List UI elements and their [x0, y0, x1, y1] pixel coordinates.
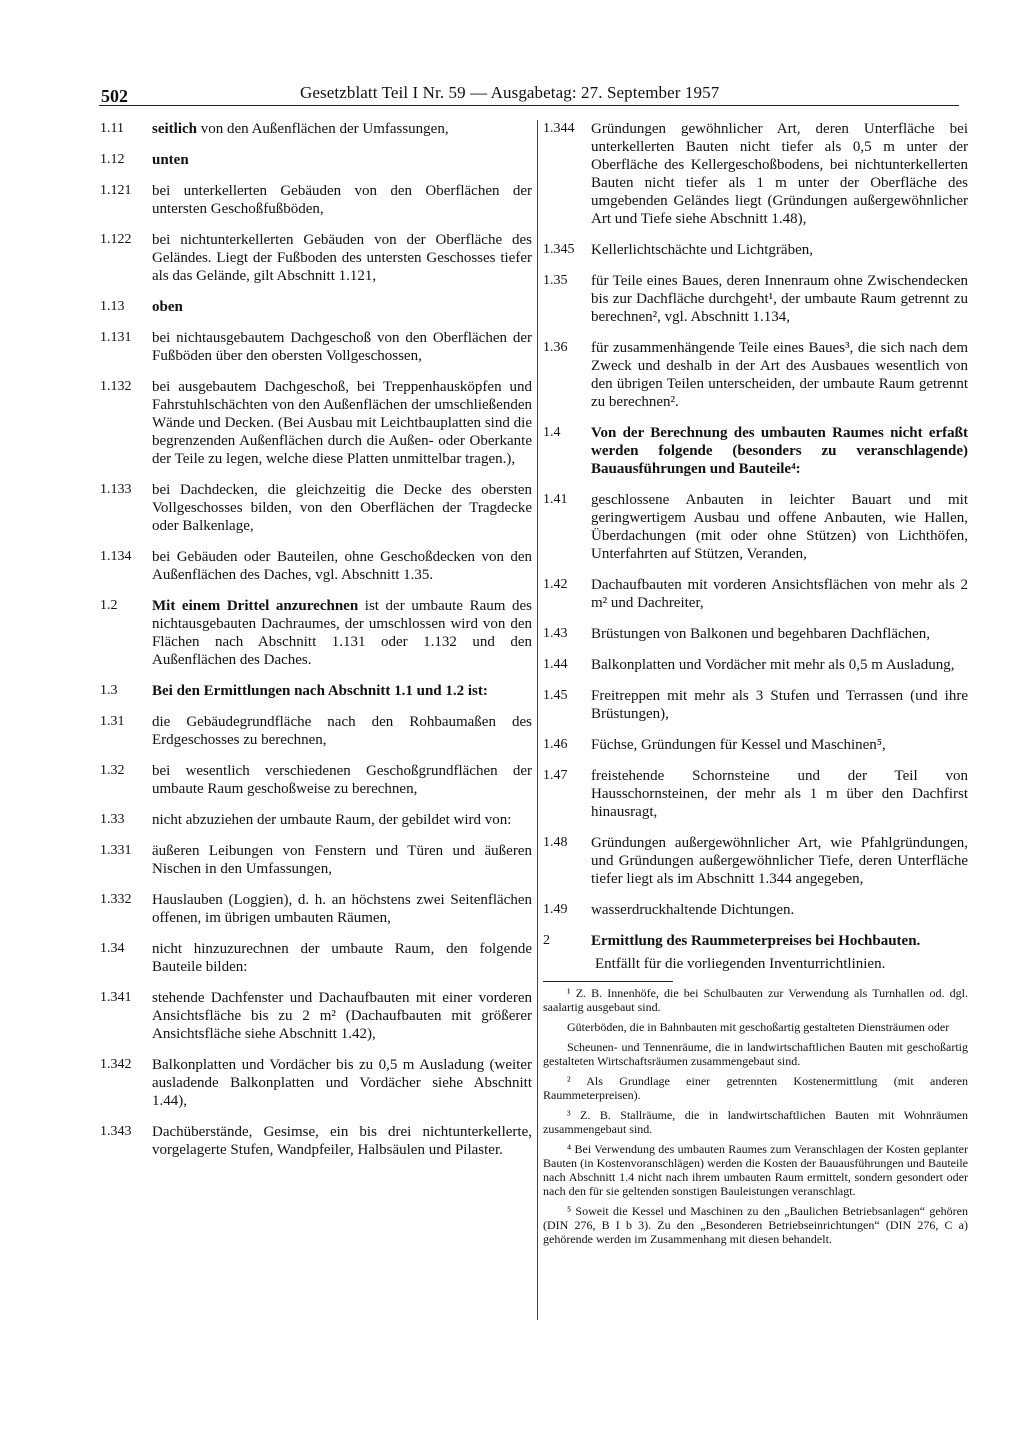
- section-text: Balkonplatten und Vordächer bis zu 0,5 m Ausladung (weiter ausladende Balkonplatten und Vordächer siehe Abschnitt 1.44),: [152, 1057, 532, 1109]
- footnote: ⁵ Soweit die Kessel und Maschinen zu den „Baulichen Betriebsanlagen“ gehören (DIN 276, B I b 3). Zu den „Besonderen Betriebseinrichtungen“ (DIN 276, C a) gehörende werden im Zusammenhang mit diesen behandelt.: [543, 1204, 968, 1246]
- section-number: 2: [543, 933, 550, 948]
- section-entry: [100, 762, 532, 798]
- section-entry: [100, 811, 532, 829]
- section-number: 1.331: [100, 843, 132, 858]
- section-text: für Teile eines Baues, deren Innenraum ohne Zwischendecken bis zur Dachfläche durchgeht¹, der umbaute Raum getrennt zu berechnen², vgl. Abschnitt 1.134,: [591, 273, 968, 325]
- section-number: 1.43: [543, 626, 568, 641]
- section-lead: seitlich: [152, 121, 197, 137]
- section-number: 1.344: [543, 121, 575, 136]
- section-number: 1.12: [100, 152, 125, 167]
- section-number: 1.35: [543, 273, 568, 288]
- section-number: 1.44: [543, 657, 568, 672]
- section-entry: [543, 901, 968, 919]
- section-entry: [100, 151, 532, 169]
- section-text: bei Gebäuden oder Bauteilen, ohne Geschoßdecken von den Außenflächen des Daches, vgl. Abschnitt 1.35.: [152, 549, 532, 583]
- section-number: 1.132: [100, 379, 132, 394]
- section-text: Dachüberstände, Gesimse, ein bis drei nichtunterkellerte, vorgelagerte Stufen, Wandpfeiler, Halbsäulen und Pilaster.: [152, 1124, 532, 1158]
- section-entry: [543, 576, 968, 612]
- section-entry: [543, 656, 968, 674]
- section-entry: [543, 625, 968, 643]
- section-text: Füchse, Gründungen für Kessel und Maschinen⁵,: [591, 737, 886, 753]
- section-number: 1.4: [543, 425, 561, 440]
- section-text: nicht hinzuzurechnen der umbaute Raum, den folgende Bauteile bilden:: [152, 941, 532, 975]
- section-entry: [543, 241, 968, 259]
- section-entry: [100, 548, 532, 584]
- footnote: ³ Z. B. Stallräume, die in landwirtschaftlichen Bauten mit Wohnräumen zusammengebaut sind.: [543, 1108, 968, 1136]
- section-body: ist der umbaute Raum des nichtausgebauten Dachraumes, der umschlossen wird von den Flächen nach Abschnitt 1.131 oder 1.132 und den Außenflächen des Daches.: [152, 598, 532, 668]
- section-number: 1.41: [543, 492, 568, 507]
- section-text: oben: [152, 299, 183, 315]
- section-entry: [100, 713, 532, 749]
- section-entry: [543, 272, 968, 326]
- section-text: nicht abzuziehen der umbaute Raum, der gebildet wird von:: [152, 812, 512, 828]
- section-text: Hauslauben (Loggien), d. h. an höchstens zwei Seitenflächen offenen, im übrigen umbauten Räumen,: [152, 892, 532, 926]
- page-number: 502: [101, 86, 128, 106]
- section-entry: [543, 767, 968, 821]
- section-text: [152, 597, 532, 669]
- section-text: Gründungen gewöhnlicher Art, deren Unterfläche bei unterkellerten Bauten nicht tiefer als 0,5 m unter der Oberfläche des Kellergeschoßbodens, bei nichtunterkellerten Bauten nicht tiefer als 1 m unter der Oberfläche des umgebenden Geländes liegt (Gründungen außergewöhnlicher Art und Tiefe siehe Abschnitt 1.48),: [591, 121, 968, 227]
- section-number: 1.34: [100, 941, 125, 956]
- section-entry: [100, 989, 532, 1043]
- section-entry: [100, 329, 532, 365]
- section-number: 1.342: [100, 1057, 132, 1072]
- section-text: geschlossene Anbauten in leichter Bauart und mit geringwertigem Ausbau und offene Anbauten, wie Hallen, Überdachungen (mit oder ohne Stützen) von Lichthöfen, Unterfahrten auf Stützen, Veranden,: [591, 492, 968, 562]
- footnote: Scheunen- und Tennenräume, die in landwirtschaftlichen Bauten mit geschoßartig gestalteten Wirtschaftsräumen zusammengebaut sind.: [543, 1040, 968, 1068]
- section-text: Von der Berechnung des umbauten Raumes nicht erfaßt werden folgende (besonders zu veranschlagende) Bauausführungen und Bauteile⁴:: [591, 425, 968, 477]
- section-text: [152, 120, 532, 138]
- section-text: äußeren Leibungen von Fenstern und Türen und äußeren Nischen in den Umfassungen,: [152, 843, 532, 877]
- section-entry: [543, 736, 968, 754]
- section-entry: [100, 891, 532, 927]
- section-number: 1.47: [543, 768, 568, 783]
- section-entry: [543, 834, 968, 888]
- section-entry: [100, 1123, 532, 1159]
- section-entry: [543, 339, 968, 411]
- section-entry: [100, 597, 532, 669]
- section-number: 1.45: [543, 688, 568, 703]
- section-text: wasserdruckhaltende Dichtungen.: [591, 902, 795, 918]
- section-number: 1.48: [543, 835, 568, 850]
- section-number: 1.345: [543, 242, 575, 257]
- footnote: ² Als Grundlage einer getrennten Kostenermittlung (mit anderen Raummeterpreisen).: [543, 1074, 968, 1102]
- section-entry: [100, 182, 532, 218]
- section-text: bei nichtunterkellerten Gebäuden von der Oberfläche des Geländes. Liegt der Fußboden des untersten Geschosses tiefer als das Gelände, gilt Abschnitt 1.121,: [152, 232, 532, 284]
- section-entry: [100, 1056, 532, 1110]
- section-entry: [100, 231, 532, 285]
- section-entry: [100, 120, 532, 138]
- section-entry: [543, 424, 968, 478]
- section-text: Balkonplatten und Vordächer mit mehr als 0,5 m Ausladung,: [591, 657, 955, 673]
- column-divider: [537, 120, 538, 1320]
- section-text: für zusammenhängende Teile eines Baues³, die sich nach dem Zweck und deshalb in der Art des Ausbaues wesentlich von den übrigen Teilen unterscheiden, der umbaute Raum getrennt zu berechnen².: [591, 340, 968, 410]
- section-text: bei nichtausgebautem Dachgeschoß von den Oberflächen der Fußböden über den obersten Vollgeschossen,: [152, 330, 532, 364]
- section-text: Ermittlung des Raummeterpreises bei Hochbauten.: [591, 933, 921, 949]
- header-rule: [99, 105, 959, 106]
- footnote: ⁴ Bei Verwendung des umbauten Raumes zum Veranschlagen der Kosten geplanter Bauten (in Kostenvoranschlägen) werden die Kosten der Bauausführungen und Bauteile nach Abschnitt 1.4 nicht nach ihrem umbauten Raum ermittelt, sondern gesondert oder nach den für sie geltenden sonstigen Bauleistungen veranschlagt.: [543, 1142, 968, 1198]
- section-text: bei wesentlich verschiedenen Geschoßgrundflächen der umbaute Raum geschoßweise zu berechnen,: [152, 763, 532, 797]
- section-text: Gründungen außergewöhnlicher Art, wie Pfahlgründungen, und Gründungen außergewöhnlicher Tiefe, deren Unterfläche tiefer liegt als im Abschnitt 1.344 angegeben,: [591, 835, 968, 887]
- footnote-rule: [543, 981, 673, 982]
- footnote: ¹ Z. B. Innenhöfe, die bei Schulbauten zur Verwendung als Turnhallen od. dgl. saalartig ausgebaut sind.: [543, 986, 968, 1014]
- footnote: Güterböden, die in Bahnbauten mit geschoßartig gestalteten Diensträumen oder: [567, 1020, 950, 1034]
- section-number: 1.31: [100, 714, 125, 729]
- section-entry: [543, 491, 968, 563]
- section-text: stehende Dachfenster und Dachaufbauten mit einer vorderen Ansichtsfläche bis zu 2 m² (Dachaufbauten mit größerer Ansichtsfläche siehe Abschnitt 1.42),: [152, 990, 532, 1042]
- section-entry: [100, 940, 532, 976]
- section-entry: [543, 932, 968, 950]
- section-number: 1.341: [100, 990, 132, 1005]
- section-text: freistehende Schornsteine und der Teil von Hausschornsteinen, der mehr als 1 m über den Dachfirst hinausragt,: [591, 768, 968, 820]
- section-text: bei unterkellerten Gebäuden von den Oberflächen der untersten Geschoßfußböden,: [152, 183, 532, 217]
- right-column: [543, 120, 968, 1252]
- section-number: 1.46: [543, 737, 568, 752]
- section-text: Dachaufbauten mit vorderen Ansichtsflächen von mehr als 2 m² und Dachreiter,: [591, 577, 968, 611]
- header-title: Gesetzblatt Teil I Nr. 59 — Ausgabetag: 27. September 1957: [300, 83, 720, 102]
- section-lead: Mit einem Drittel anzurechnen: [152, 598, 359, 614]
- section-number: 1.32: [100, 763, 125, 778]
- section-number: 1.121: [100, 183, 132, 198]
- section-entry: [100, 481, 532, 535]
- section-number: 1.131: [100, 330, 132, 345]
- section-number: 1.332: [100, 892, 132, 907]
- section-text: die Gebäudegrundfläche nach den Rohbaumaßen des Erdgeschosses zu berechnen,: [152, 714, 532, 748]
- section-number: 1.134: [100, 549, 132, 564]
- section-text: Bei den Ermittlungen nach Abschnitt 1.1 und 1.2 ist:: [152, 683, 488, 699]
- section-number: 1.133: [100, 482, 132, 497]
- section-number: 1.36: [543, 340, 568, 355]
- section-text: unten: [152, 152, 189, 168]
- section-text: Kellerlichtschächte und Lichtgräben,: [591, 242, 813, 258]
- section-entry: [100, 682, 532, 700]
- section-entry: [100, 298, 532, 316]
- section-entry: [543, 687, 968, 723]
- section-text: Freitreppen mit mehr als 3 Stufen und Terrassen (und ihre Brüstungen),: [591, 688, 968, 722]
- section-number: 1.2: [100, 598, 118, 613]
- section-entry: [543, 120, 968, 228]
- section-number: 1.13: [100, 299, 125, 314]
- section-number: 1.33: [100, 812, 125, 827]
- section-number: 1.42: [543, 577, 568, 592]
- section-entry: [100, 378, 532, 468]
- section-entry: [100, 842, 532, 878]
- section-body: von den Außenflächen der Umfassungen,: [197, 121, 449, 137]
- left-column: [100, 120, 532, 1172]
- section-number: 1.122: [100, 232, 132, 247]
- section-number: 1.3: [100, 683, 118, 698]
- section-number: 1.343: [100, 1124, 132, 1139]
- section-number: 1.49: [543, 902, 568, 917]
- right-tail-text: Entfällt für die vorliegenden Inventurrichtlinien.: [595, 956, 886, 972]
- section-text: bei ausgebautem Dachgeschoß, bei Treppenhausköpfen und Fahrstuhlschächten von den Außenflächen der umschließenden Wände und Decken. (Bei Ausbau mit Leichtbauplatten sind die begrenzenden Außenflächen durch die Außen- oder Oberkante der Teile zu legen, welche diese Platten unmittelbar tragen.),: [152, 379, 532, 467]
- section-text: Brüstungen von Balkonen und begehbaren Dachflächen,: [591, 626, 931, 642]
- section-number: 1.11: [100, 121, 124, 136]
- section-text: bei Dachdecken, die gleichzeitig die Decke des obersten Vollgeschosses bilden, von den Oberflächen der Tragdecke oder Balkenlage,: [152, 482, 532, 534]
